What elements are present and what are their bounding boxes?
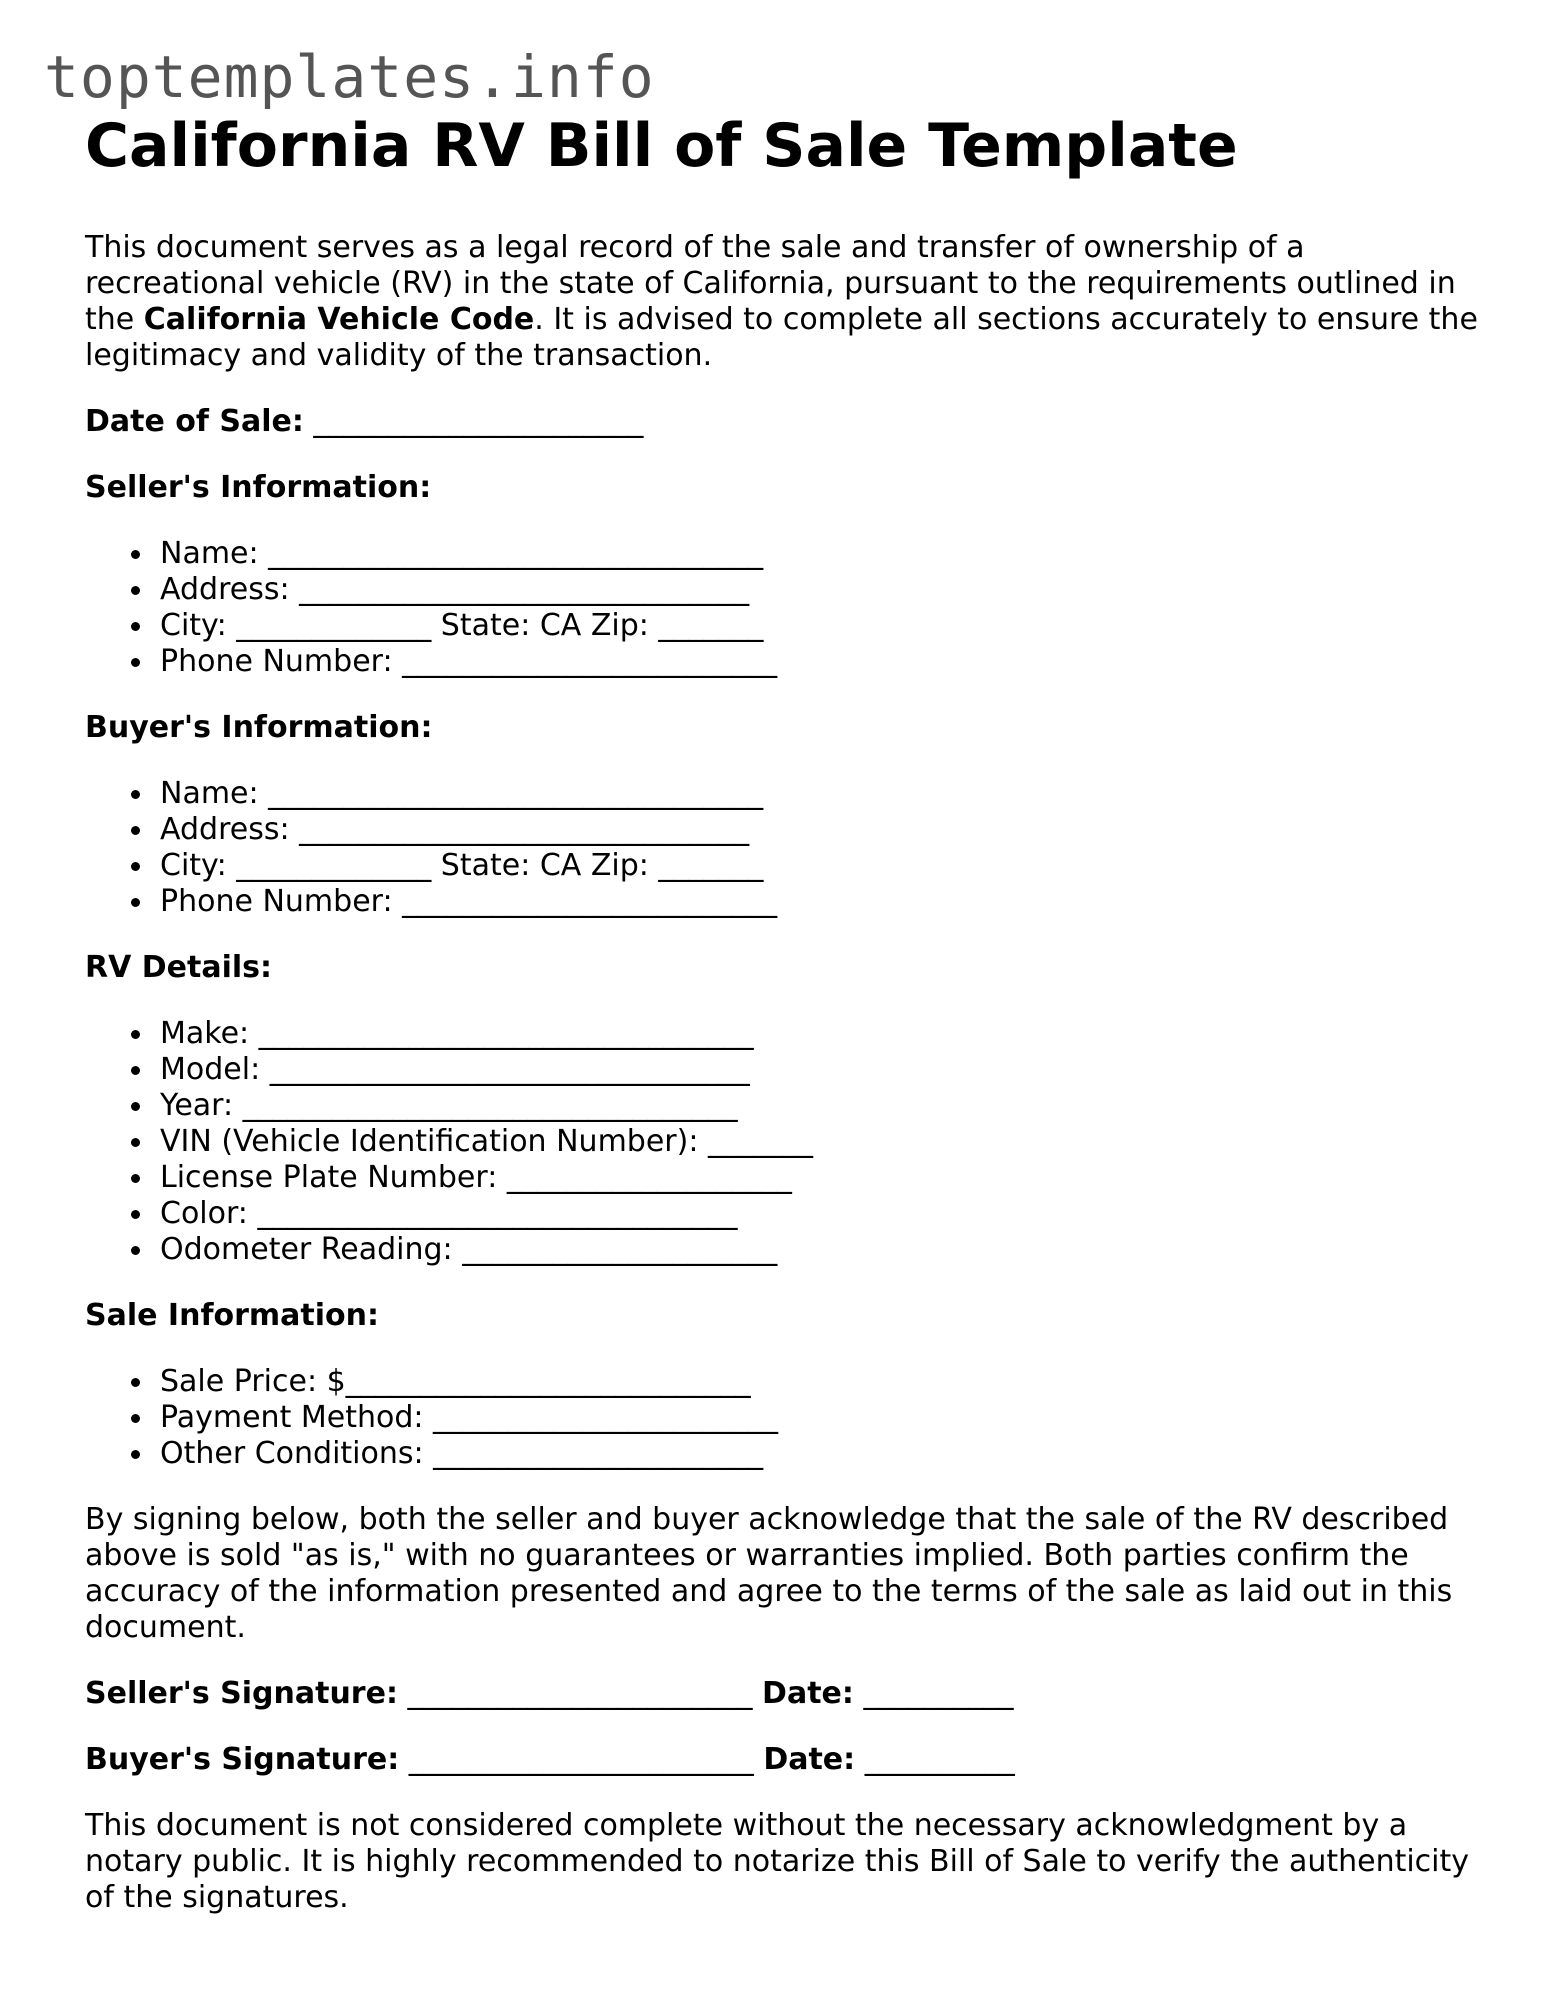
sale-information-heading: Sale Information:	[85, 1298, 379, 1333]
buyer-signature-line	[85, 1742, 1485, 1778]
intro-text-after: . It is advised to complete all sections accurately to ensure the legitimacy and validity of the transaction.	[85, 302, 1478, 373]
buyer-list	[85, 776, 1485, 920]
rv-details-list	[85, 1016, 1485, 1268]
buyer-phone-item: Phone Number: _________________________	[160, 884, 1485, 920]
intro-text-bold: California Vehicle Code	[143, 302, 535, 337]
seller-phone-item: Phone Number: _________________________	[160, 644, 1485, 680]
date-of-sale-blank: ______________________	[313, 404, 644, 439]
rv-model-item: Model: ________________________________	[160, 1052, 1485, 1088]
rv-vin-item: VIN (Vehicle Identification Number): _______	[160, 1124, 1485, 1160]
buyer-signature-label: Buyer's Signature:	[85, 1742, 400, 1777]
seller-date-label: Date:	[762, 1676, 854, 1711]
seller-date-blank: __________	[863, 1676, 1014, 1711]
seller-address-item: Address: ______________________________	[160, 572, 1485, 608]
buyer-date-blank: __________	[864, 1742, 1015, 1777]
rv-make-item: Make: _________________________________	[160, 1016, 1485, 1052]
buyer-date-label: Date:	[763, 1742, 856, 1777]
rv-year-item: Year: _________________________________	[160, 1088, 1485, 1124]
rv-details-heading: RV Details:	[85, 950, 273, 985]
acknowledgment-paragraph: By signing below, both the seller and buyer acknowledge that the sale of the RV described above is sold "as is," with no guarantees or warranties implied. Both parties confirm the accuracy of the information presented and agree to the terms of the sale as laid out in this document.	[85, 1502, 1453, 1645]
document-title: California RV Bill of Sale Template	[85, 111, 1238, 181]
intro-text-before: This document serves as a legal record of the sale and transfer of ownership of a recreational vehicle (RV) in the state of California, pursuant to the requirements outlined in the	[85, 230, 1456, 337]
intro-paragraph	[85, 230, 1485, 374]
buyer-name-item: Name: _________________________________	[160, 776, 1485, 812]
buyer-city-item: City: _____________ State: CA Zip: _______	[160, 848, 1485, 884]
payment-method-item: Payment Method: _______________________	[160, 1400, 1485, 1436]
other-conditions-item: Other Conditions: ______________________	[160, 1436, 1485, 1472]
date-of-sale-label: Date of Sale:	[85, 404, 304, 439]
date-of-sale-field	[85, 404, 1485, 440]
buyer-signature-blank: _______________________	[408, 1742, 754, 1777]
sale-information-list	[85, 1364, 1485, 1472]
rv-odometer-item: Odometer Reading: _____________________	[160, 1232, 1485, 1268]
rv-plate-item: License Plate Number: ___________________	[160, 1160, 1485, 1196]
seller-signature-line	[85, 1676, 1485, 1712]
seller-heading: Seller's Information:	[85, 470, 432, 505]
notary-paragraph: This document is not considered complete without the necessary acknowledgment by a notary public. It is highly recommended to notarize this Bill of Sale to verify the authenticity of the signatures.	[85, 1808, 1470, 1915]
seller-city-item: City: _____________ State: CA Zip: _______	[160, 608, 1485, 644]
seller-signature-blank: _______________________	[407, 1676, 753, 1711]
seller-list	[85, 536, 1485, 680]
sale-price-item: Sale Price: $___________________________	[160, 1364, 1485, 1400]
document-page	[85, 104, 1485, 1916]
buyer-heading: Buyer's Information:	[85, 710, 433, 745]
rv-color-item: Color: ________________________________	[160, 1196, 1485, 1232]
seller-signature-label: Seller's Signature:	[85, 1676, 398, 1711]
buyer-address-item: Address: ______________________________	[160, 812, 1485, 848]
seller-name-item: Name: _________________________________	[160, 536, 1485, 572]
watermark-text: toptemplates.info	[44, 43, 655, 111]
